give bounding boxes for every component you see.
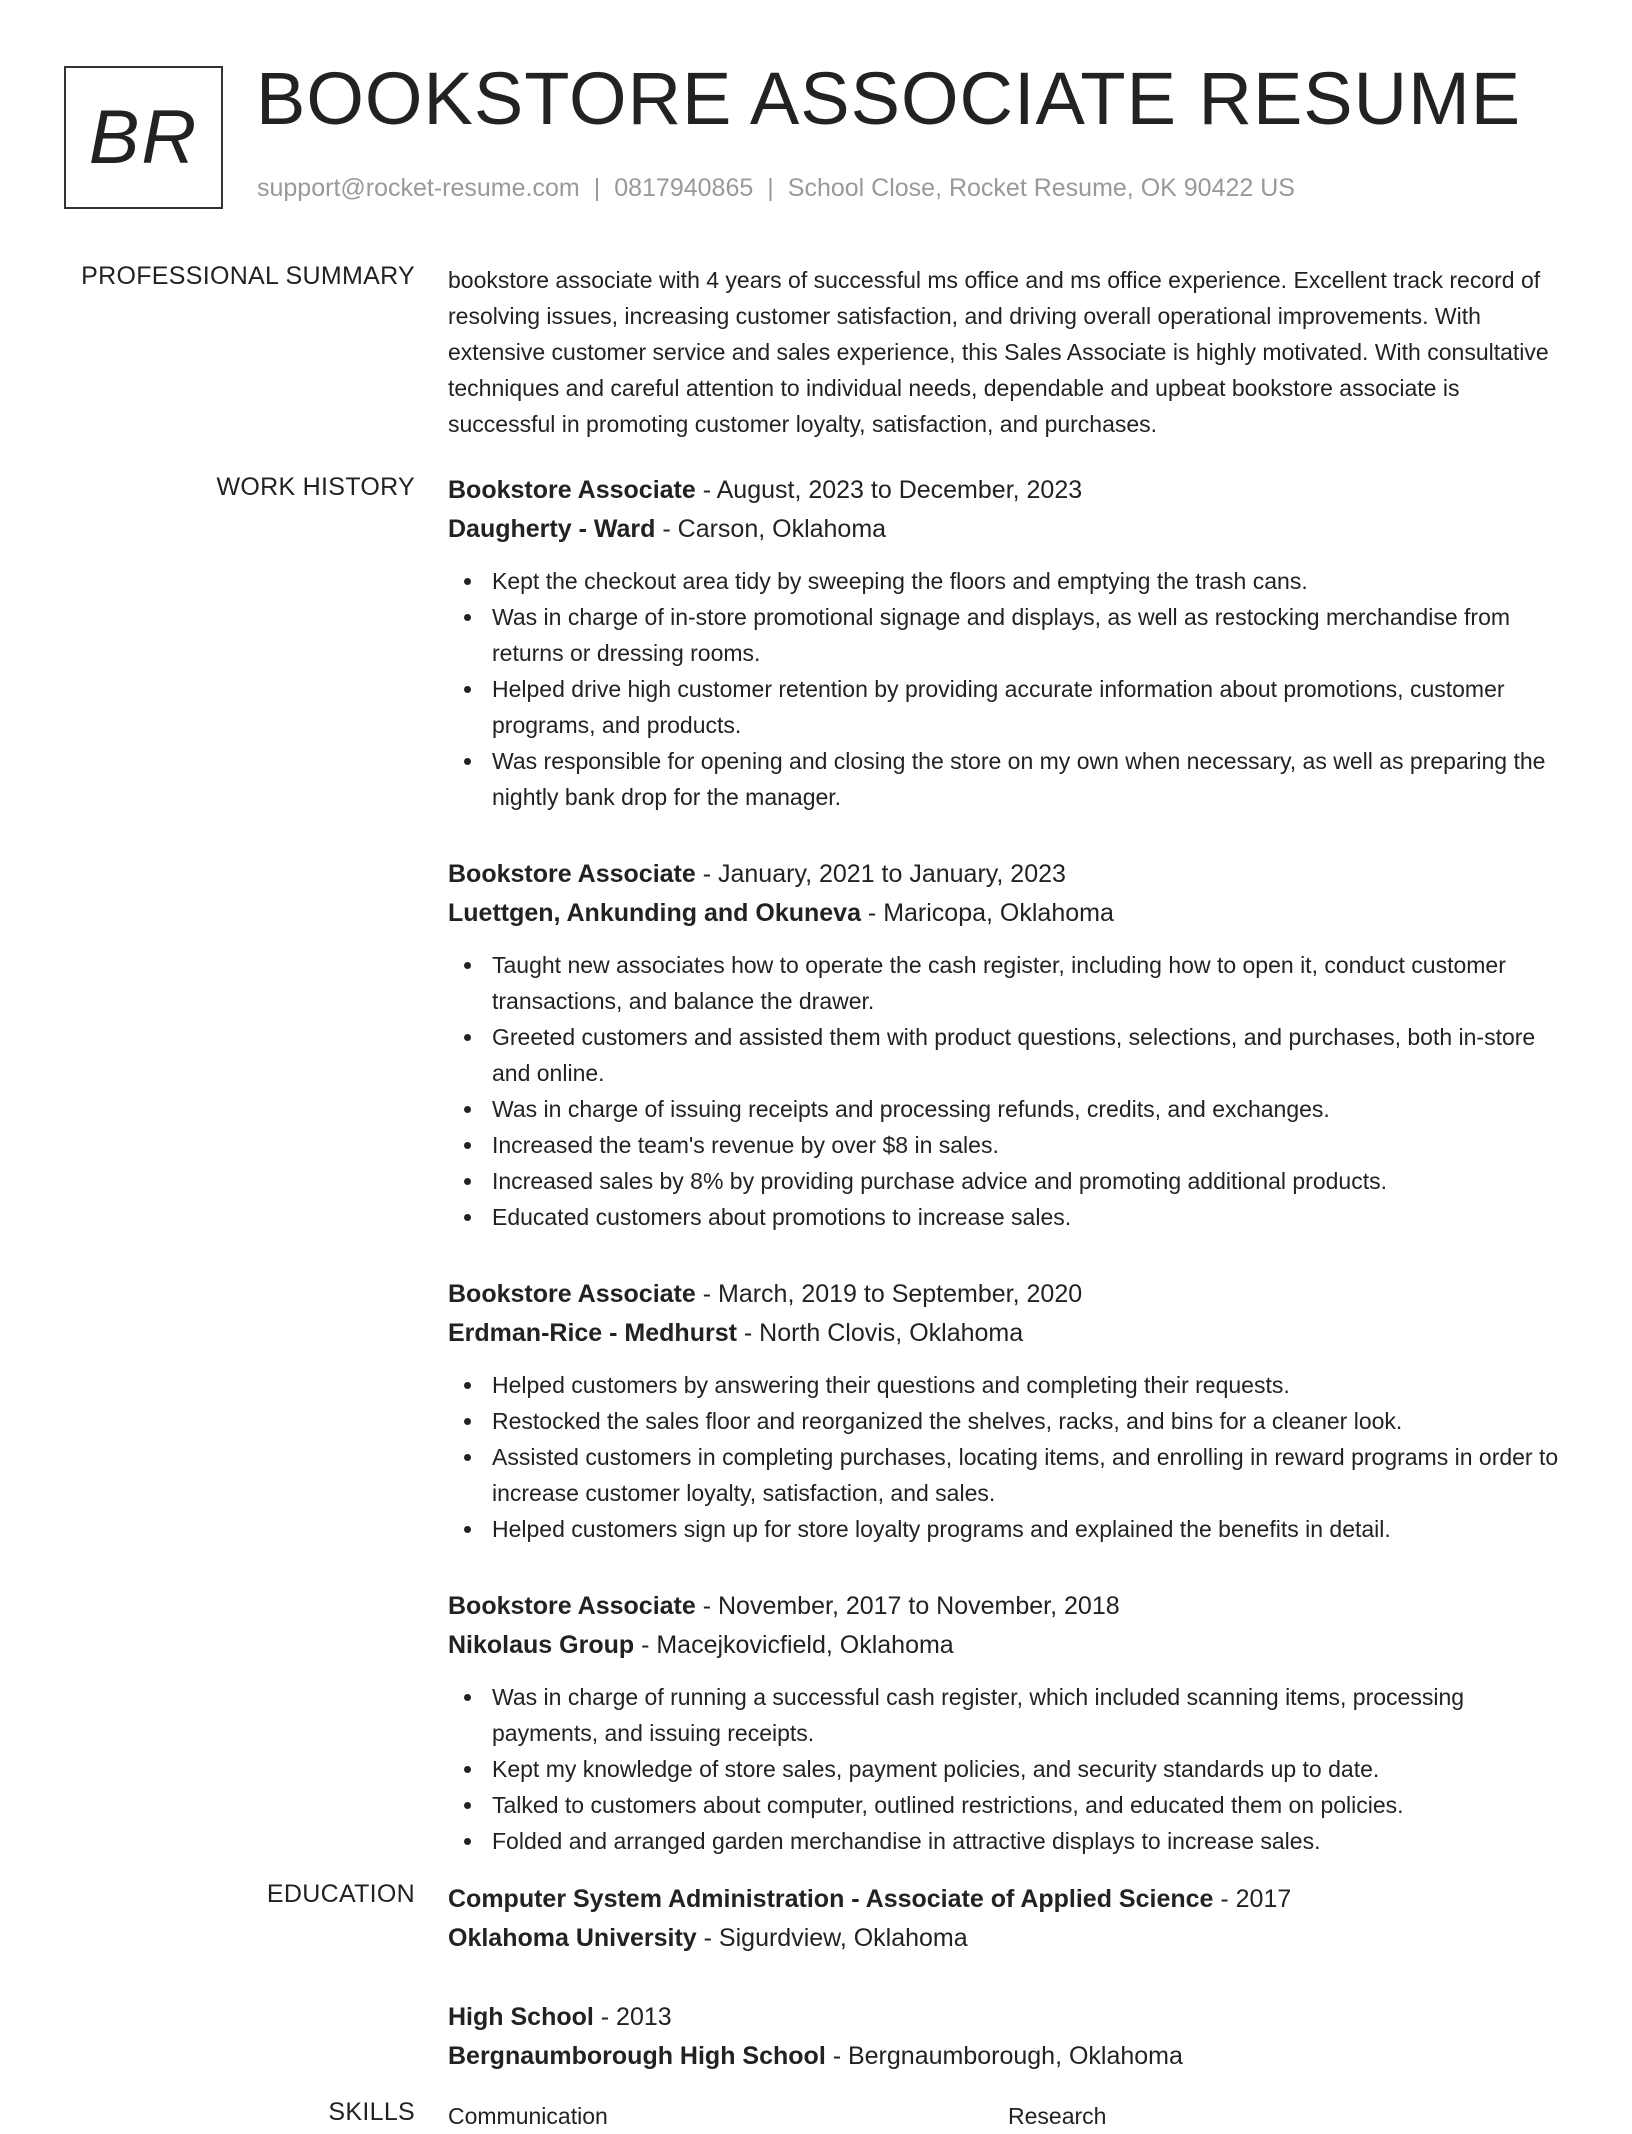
education-school: Bergnaumborough High School [448,2042,826,2070]
job-bullet: Helped customers sign up for store loyalty programs and explained the benefits in detail. [448,1511,1568,1547]
job-location: - Maricopa, Oklahoma [860,899,1114,927]
job-title: Bookstore Associate [448,1280,696,1308]
education-degree-line [448,1998,1568,2037]
contact-separator: | [767,174,774,202]
education-year: - 2013 [593,2003,672,2031]
job-dates: - March, 2019 to September, 2020 [695,1280,1083,1308]
job-location: - Carson, Oklahoma [655,515,887,543]
job-bullet: Was in charge of issuing receipts and processing refunds, credits, and exchanges. [448,1091,1568,1127]
education-degree-line [448,1880,1568,1919]
monogram-logo: BR [64,66,223,209]
job-dates: - November, 2017 to November, 2018 [695,1592,1120,1620]
education-entry [448,1880,1568,1958]
education-list [448,1880,1568,2116]
job-company-line [448,1314,1568,1353]
job-bullet: Educated customers about promotions to increase sales. [448,1199,1568,1235]
job-bullets [448,947,1568,1235]
job-entry [448,1275,1568,1547]
job-bullet: Folded and arranged garden merchandise in attractive displays to increase sales. [448,1823,1568,1859]
job-bullets [448,563,1568,815]
job-bullet: Was in charge of running a successful cash register, which included scanning items, processing payments, and issuing receipts. [448,1679,1568,1751]
job-location: - North Clovis, Oklahoma [736,1319,1024,1347]
job-company-line [448,894,1568,933]
education-school: Oklahoma University [448,1924,697,1952]
job-bullet: Was responsible for opening and closing the store on my own when necessary, as well as preparing the nightly bank drop for the manager. [448,743,1568,815]
job-company-line [448,1626,1568,1665]
job-bullet: Kept the checkout area tidy by sweeping the floors and emptying the trash cans. [448,563,1568,599]
jobs-list [448,471,1568,1899]
job-dates: - August, 2023 to December, 2023 [695,476,1083,504]
job-bullets [448,1367,1568,1547]
job-title-line [448,1275,1568,1314]
job-title: Bookstore Associate [448,476,696,504]
job-company: Erdman-Rice - Medhurst [448,1319,737,1347]
job-bullet: Talked to customers about computer, outlined restrictions, and educated them on policies. [448,1787,1568,1823]
education-year: - 2017 [1213,1885,1292,1913]
section-label-skills: SKILLS [328,2098,415,2126]
contact-email[interactable]: support@rocket-resume.com [257,174,580,202]
job-title-line [448,471,1568,510]
resume-title: BOOKSTORE ASSOCIATE RESUME [256,57,1522,140]
job-title: Bookstore Associate [448,1592,696,1620]
job-company: Luettgen, Ankunding and Okuneva [448,899,861,927]
section-label-education: EDUCATION [266,1880,415,1908]
job-bullet: Kept my knowledge of store sales, payment policies, and security standards up to date. [448,1751,1568,1787]
job-entry [448,471,1568,815]
job-bullet: Helped customers by answering their questions and completing their requests. [448,1367,1568,1403]
job-company: Daugherty - Ward [448,515,656,543]
contact-address: School Close, Rocket Resume, OK 90422 US [787,174,1295,202]
job-bullet: Increased the team's revenue by over $8 in sales. [448,1127,1568,1163]
education-school-line [448,2037,1568,2076]
job-bullet: Helped drive high customer retention by providing accurate information about promotions, customer programs, and products. [448,671,1568,743]
section-label-work: WORK HISTORY [216,473,415,501]
education-degree: High School [448,2003,594,2031]
contact-phone[interactable]: 0817940865 [614,174,754,202]
education-degree: Computer System Administration - Associate of Applied Science [448,1885,1214,1913]
job-bullet: Was in charge of in-store promotional signage and displays, as well as restocking merchandise from returns or dressing rooms. [448,599,1568,671]
job-company-line [448,510,1568,549]
job-bullet: Increased sales by 8% by providing purchase advice and promoting additional products. [448,1163,1568,1199]
job-bullet: Assisted customers in completing purchases, locating items, and enrolling in reward programs in order to increase customer loyalty, satisfaction, and sales. [448,1439,1568,1511]
job-bullet: Greeted customers and assisted them with product questions, selections, and purchases, both in-store and online. [448,1019,1568,1091]
contact-separator: | [593,174,601,202]
job-entry [448,855,1568,1235]
skills-list [448,2098,1568,2134]
job-bullet: Taught new associates how to operate the cash register, including how to open it, conduct customer transactions, and balance the drawer. [448,947,1568,1019]
job-title: Bookstore Associate [448,860,696,888]
job-company: Nikolaus Group [448,1631,635,1659]
job-title-line [448,1587,1568,1626]
job-bullets [448,1679,1568,1859]
education-location: - Sigurdview, Oklahoma [696,1924,968,1952]
education-location: - Bergnaumborough, Oklahoma [825,2042,1183,2070]
job-bullet: Restocked the sales floor and reorganized the shelves, racks, and bins for a cleaner look. [448,1403,1568,1439]
skill-item: Research [1008,2103,1107,2129]
skill-item: Communication [448,2103,608,2129]
job-title-line [448,855,1568,894]
contact-line [257,174,1295,203]
education-school-line [448,1919,1568,1958]
education-entry [448,1998,1568,2076]
summary-text: bookstore associate with 4 years of successful ms office and ms office experience. Excellent track record of resolving issues, increasing customer satisfaction, and driving overall operational improvements. With extensive customer service and sales experience, this Sales Associate is highly motivated. With consultative techniques and careful attention to individual needs, dependable and upbeat bookstore associate is successful in promoting customer loyalty, satisfaction, and purchases. [448,267,1549,437]
section-label-summary: PROFESSIONAL SUMMARY [81,262,415,290]
job-location: - Macejkovicfield, Oklahoma [634,1631,954,1659]
job-dates: - January, 2021 to January, 2023 [695,860,1066,888]
job-entry [448,1587,1568,1859]
